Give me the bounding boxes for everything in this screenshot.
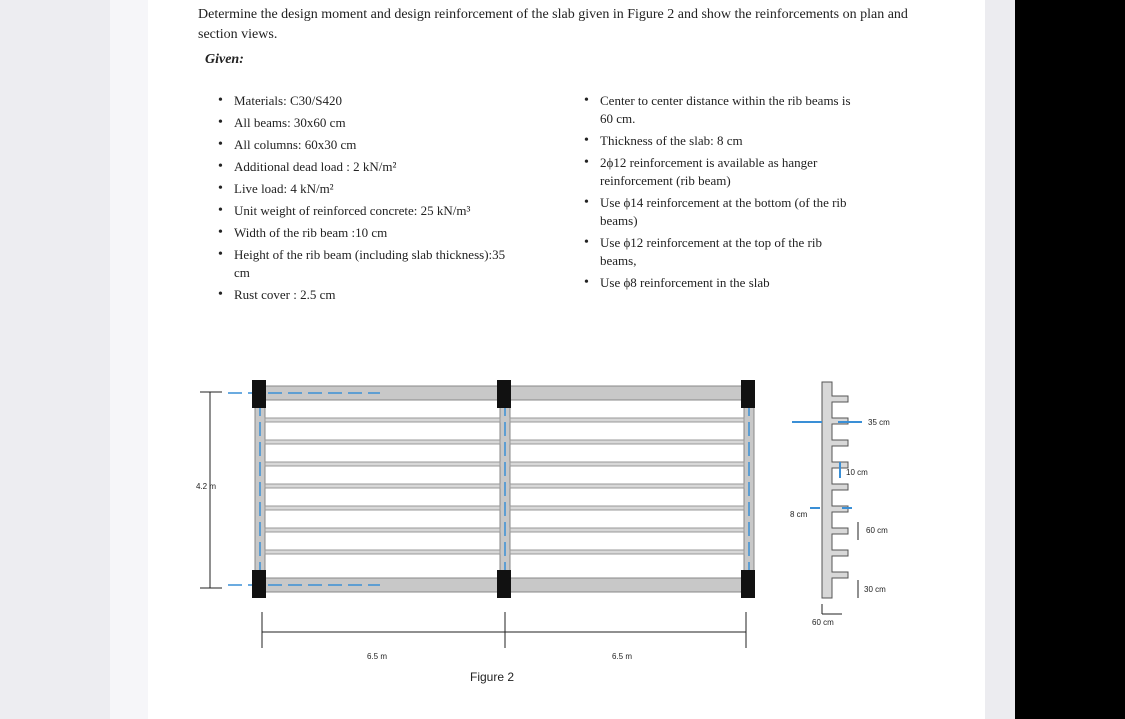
spacing-label: 60 cm: [812, 618, 834, 627]
list-item: • Height of the rib beam (including slab thickness):35 cm: [218, 246, 518, 282]
beam-height-label: 60 cm: [866, 526, 888, 535]
list-item: • Live load: 4 kN/m²: [218, 180, 518, 198]
list-item: • Unit weight of reinforced concrete: 25 kN/m³: [218, 202, 518, 220]
rib-height-label: 35 cm: [868, 418, 890, 427]
beam-width-label: 30 cm: [864, 585, 886, 594]
list-item: • Width of the rib beam :10 cm: [218, 224, 518, 242]
figure-caption: Figure 2: [470, 670, 515, 684]
list-item: • 2ϕ12 reinforcement is available as hanger reinforcement (rib beam): [584, 154, 854, 190]
list-item: • Thickness of the slab: 8 cm: [584, 132, 854, 150]
slab-thickness-label: 8 cm: [790, 510, 808, 519]
section-view: [792, 382, 862, 614]
ribs-left-bay: [265, 418, 500, 554]
list-item: • Use ϕ14 reinforcement at the bottom (of the rib beams): [584, 194, 854, 230]
list-item: • Use ϕ12 reinforcement at the top of the rib beams,: [584, 234, 854, 270]
list-item: • Materials: C30/S420: [218, 92, 518, 110]
list-item: • All columns: 60x30 cm: [218, 136, 518, 154]
list-item: • All beams: 30x60 cm: [218, 114, 518, 132]
list-item: • Additional dead load : 2 kN/m²: [218, 158, 518, 176]
span-right-label: 6.5 m: [612, 652, 633, 661]
list-item: • Center to center distance within the rib beams is 60 cm.: [584, 92, 854, 128]
rib-width-label: 10 cm: [846, 468, 868, 477]
plan-view: [200, 380, 755, 648]
ribs-right-bay: [510, 418, 744, 554]
list-item: • Use ϕ8 reinforcement in the slab: [584, 274, 854, 292]
given-heading: Given:: [205, 52, 244, 67]
plan-height-label: 4.2 m: [196, 482, 217, 491]
span-dimension: [262, 612, 746, 648]
span-left-label: 6.5 m: [367, 652, 388, 661]
problem-statement: Determine the design moment and design reinforcement of the slab given in Figure 2 and show the reinforcements on plan and section views.: [198, 7, 908, 42]
list-item: • Rust cover : 2.5 cm: [218, 286, 518, 304]
